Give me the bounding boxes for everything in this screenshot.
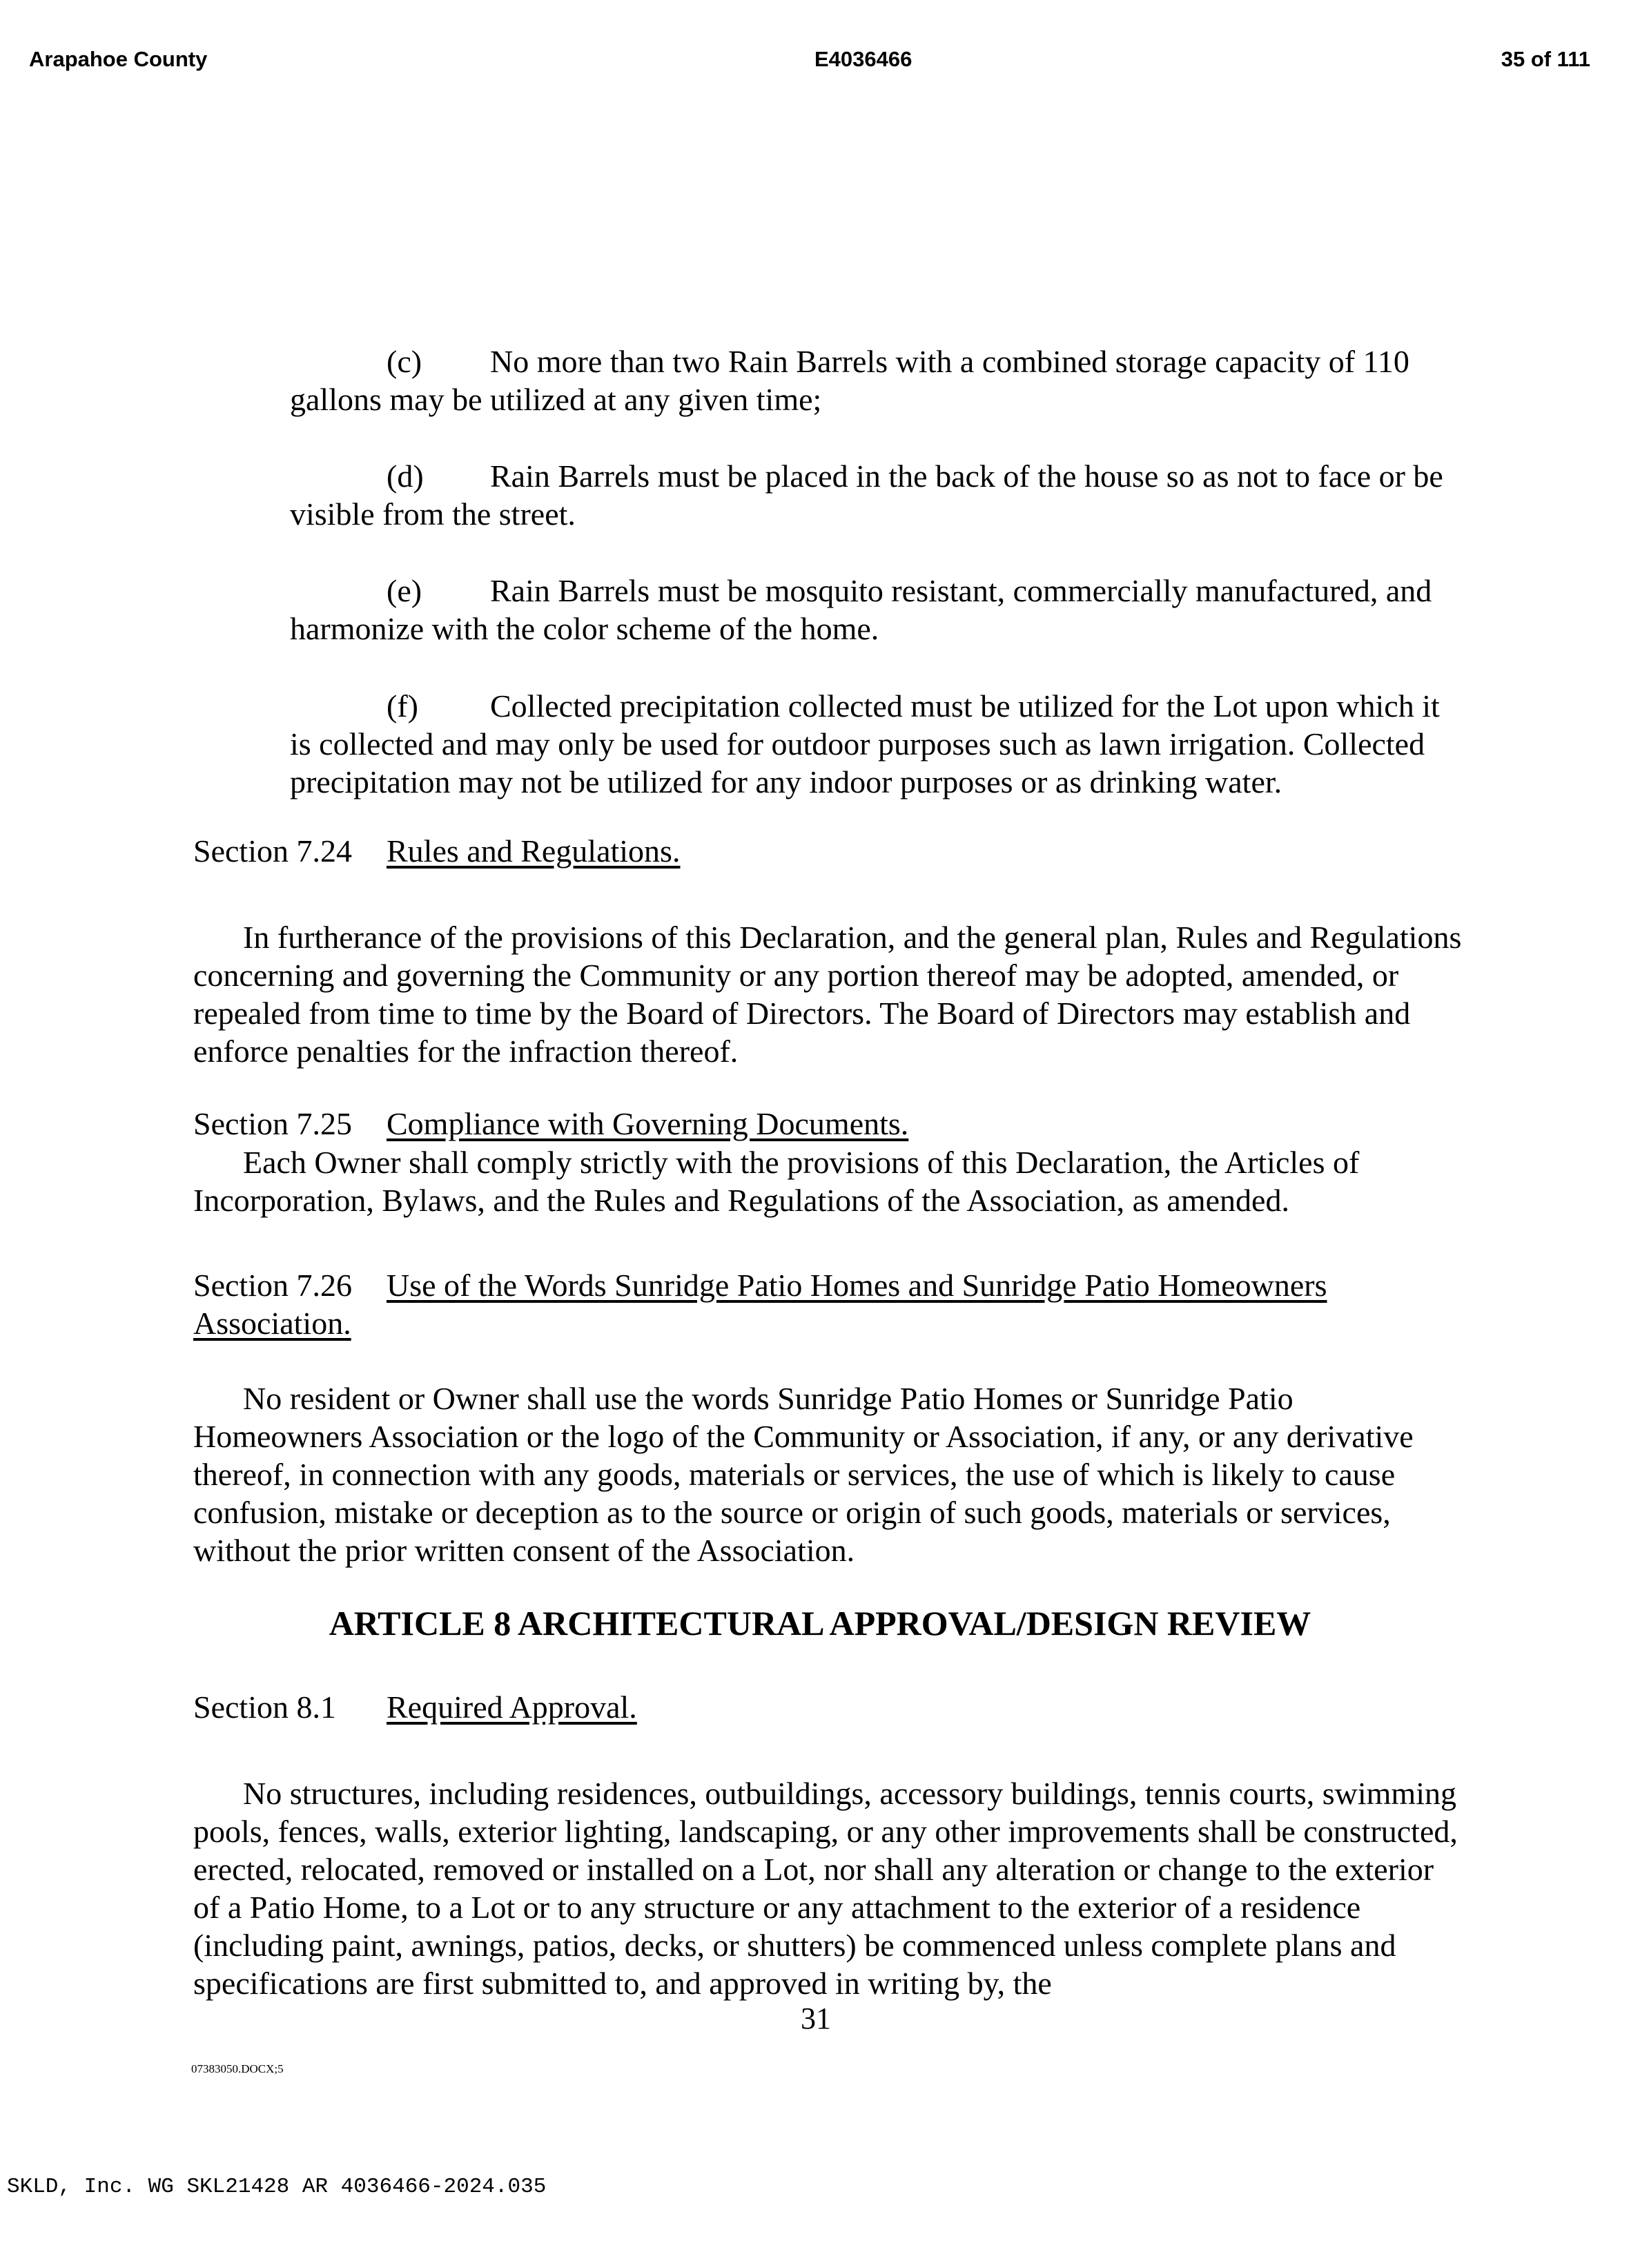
section-body: In furtherance of the provisions of this Declaration, and the general plan, Rules and Regulations concerning and governing the Community or any portion thereof may be adopted, amended, or repealed from time to time by the Board of Directors. The Board of Directors may establish and enforce penalties for the infraction thereof. bbox=[193, 920, 1462, 1069]
section-body: Each Owner shall comply strictly with the provisions of this Declaration, the Articles of Incorporation, Bylaws, and the Rules and Regulations of the Association, as amended. bbox=[193, 1145, 1360, 1218]
section-title: Required Approval. bbox=[387, 1689, 637, 1725]
section-title: Use of the Words Sunridge Patio Homes and Sunridge Patio Homeowners bbox=[387, 1268, 1327, 1303]
section-number: Section 7.24 bbox=[193, 833, 352, 869]
section-number: Section 8.1 bbox=[193, 1689, 336, 1725]
item-text-continued: visible from the street. bbox=[290, 496, 576, 532]
article-heading: ARTICLE 8 ARCHITECTURAL APPROVAL/DESIGN REVIEW bbox=[329, 1604, 1311, 1642]
list-item bbox=[290, 342, 1463, 418]
item-text: Rain Barrels must be mosquito resistant, commercially manufactured, and bbox=[490, 573, 1432, 608]
section-body: No structures, including residences, outbuildings, accessory buildings, tennis courts, swimming pools, fences, walls, exterior lighting, landscaping, or any other improvements shall be constructed, erected, relocated, removed or installed on a Lot, nor shall any alteration or change to the exterior of a Patio Home, to a Lot or to any structure or any attachment to the exterior of a residence (including paint, awnings, patios, decks, or shutters) be commenced unless complete plans and specifications are first submitted to, and approved in writing by, the bbox=[193, 1776, 1458, 2001]
section-title-continued: Association. bbox=[193, 1306, 351, 1341]
page-count: 35 of 111 bbox=[1501, 47, 1590, 71]
item-label: (d) bbox=[387, 458, 424, 494]
section-body: No resident or Owner shall use the words Sunridge Patio Homes or Sunridge Patio Homeowners Association or the logo of the Community or Association, if any, or any derivative thereof, in connection with any goods, materials or services, the use of which is likely to cause confusion, mistake or deception as to the source or origin of such goods, materials or services, without the prior written consent of the Association. bbox=[193, 1381, 1414, 1568]
section-heading bbox=[193, 1266, 1505, 1342]
section-title: Compliance with Governing Documents. bbox=[387, 1106, 909, 1141]
section-heading bbox=[193, 832, 1505, 870]
item-label: (c) bbox=[387, 344, 422, 379]
item-text-continued: gallons may be utilized at any given time; bbox=[290, 382, 822, 417]
section-title: Rules and Regulations. bbox=[387, 833, 681, 869]
document-id: 07383050.DOCX;5 bbox=[191, 2062, 284, 2075]
item-label: (e) bbox=[387, 573, 422, 608]
item-text: No more than two Rain Barrels with a combined storage capacity of 110 bbox=[490, 344, 1409, 379]
list-item bbox=[290, 687, 1463, 801]
section-number: Section 7.26 bbox=[193, 1268, 352, 1303]
recording-footer: SKLD, Inc. WG SKL21428 AR 4036466-2024.035 bbox=[7, 2175, 547, 2199]
section-heading bbox=[193, 1105, 1505, 1143]
item-text-continued: harmonize with the color scheme of the home. bbox=[290, 611, 879, 646]
section-heading bbox=[193, 1688, 1505, 1726]
county-name: Arapahoe County bbox=[29, 47, 208, 71]
item-label: (f) bbox=[387, 688, 418, 724]
section-number: Section 7.25 bbox=[193, 1106, 352, 1141]
item-text: Collected precipitation collected must be utilized for the Lot upon which it bbox=[490, 688, 1440, 724]
reception-number: E4036466 bbox=[814, 47, 912, 71]
page-number: 31 bbox=[801, 2002, 831, 2035]
item-text-continued: is collected and may only be used for outdoor purposes such as lawn irrigation. Collected precipitation may not be utilized for any indoor purposes or as drinking water. bbox=[290, 726, 1425, 799]
list-item bbox=[290, 572, 1463, 648]
item-text: Rain Barrels must be placed in the back of the house so as not to face or be bbox=[490, 458, 1443, 494]
list-item bbox=[290, 457, 1463, 533]
